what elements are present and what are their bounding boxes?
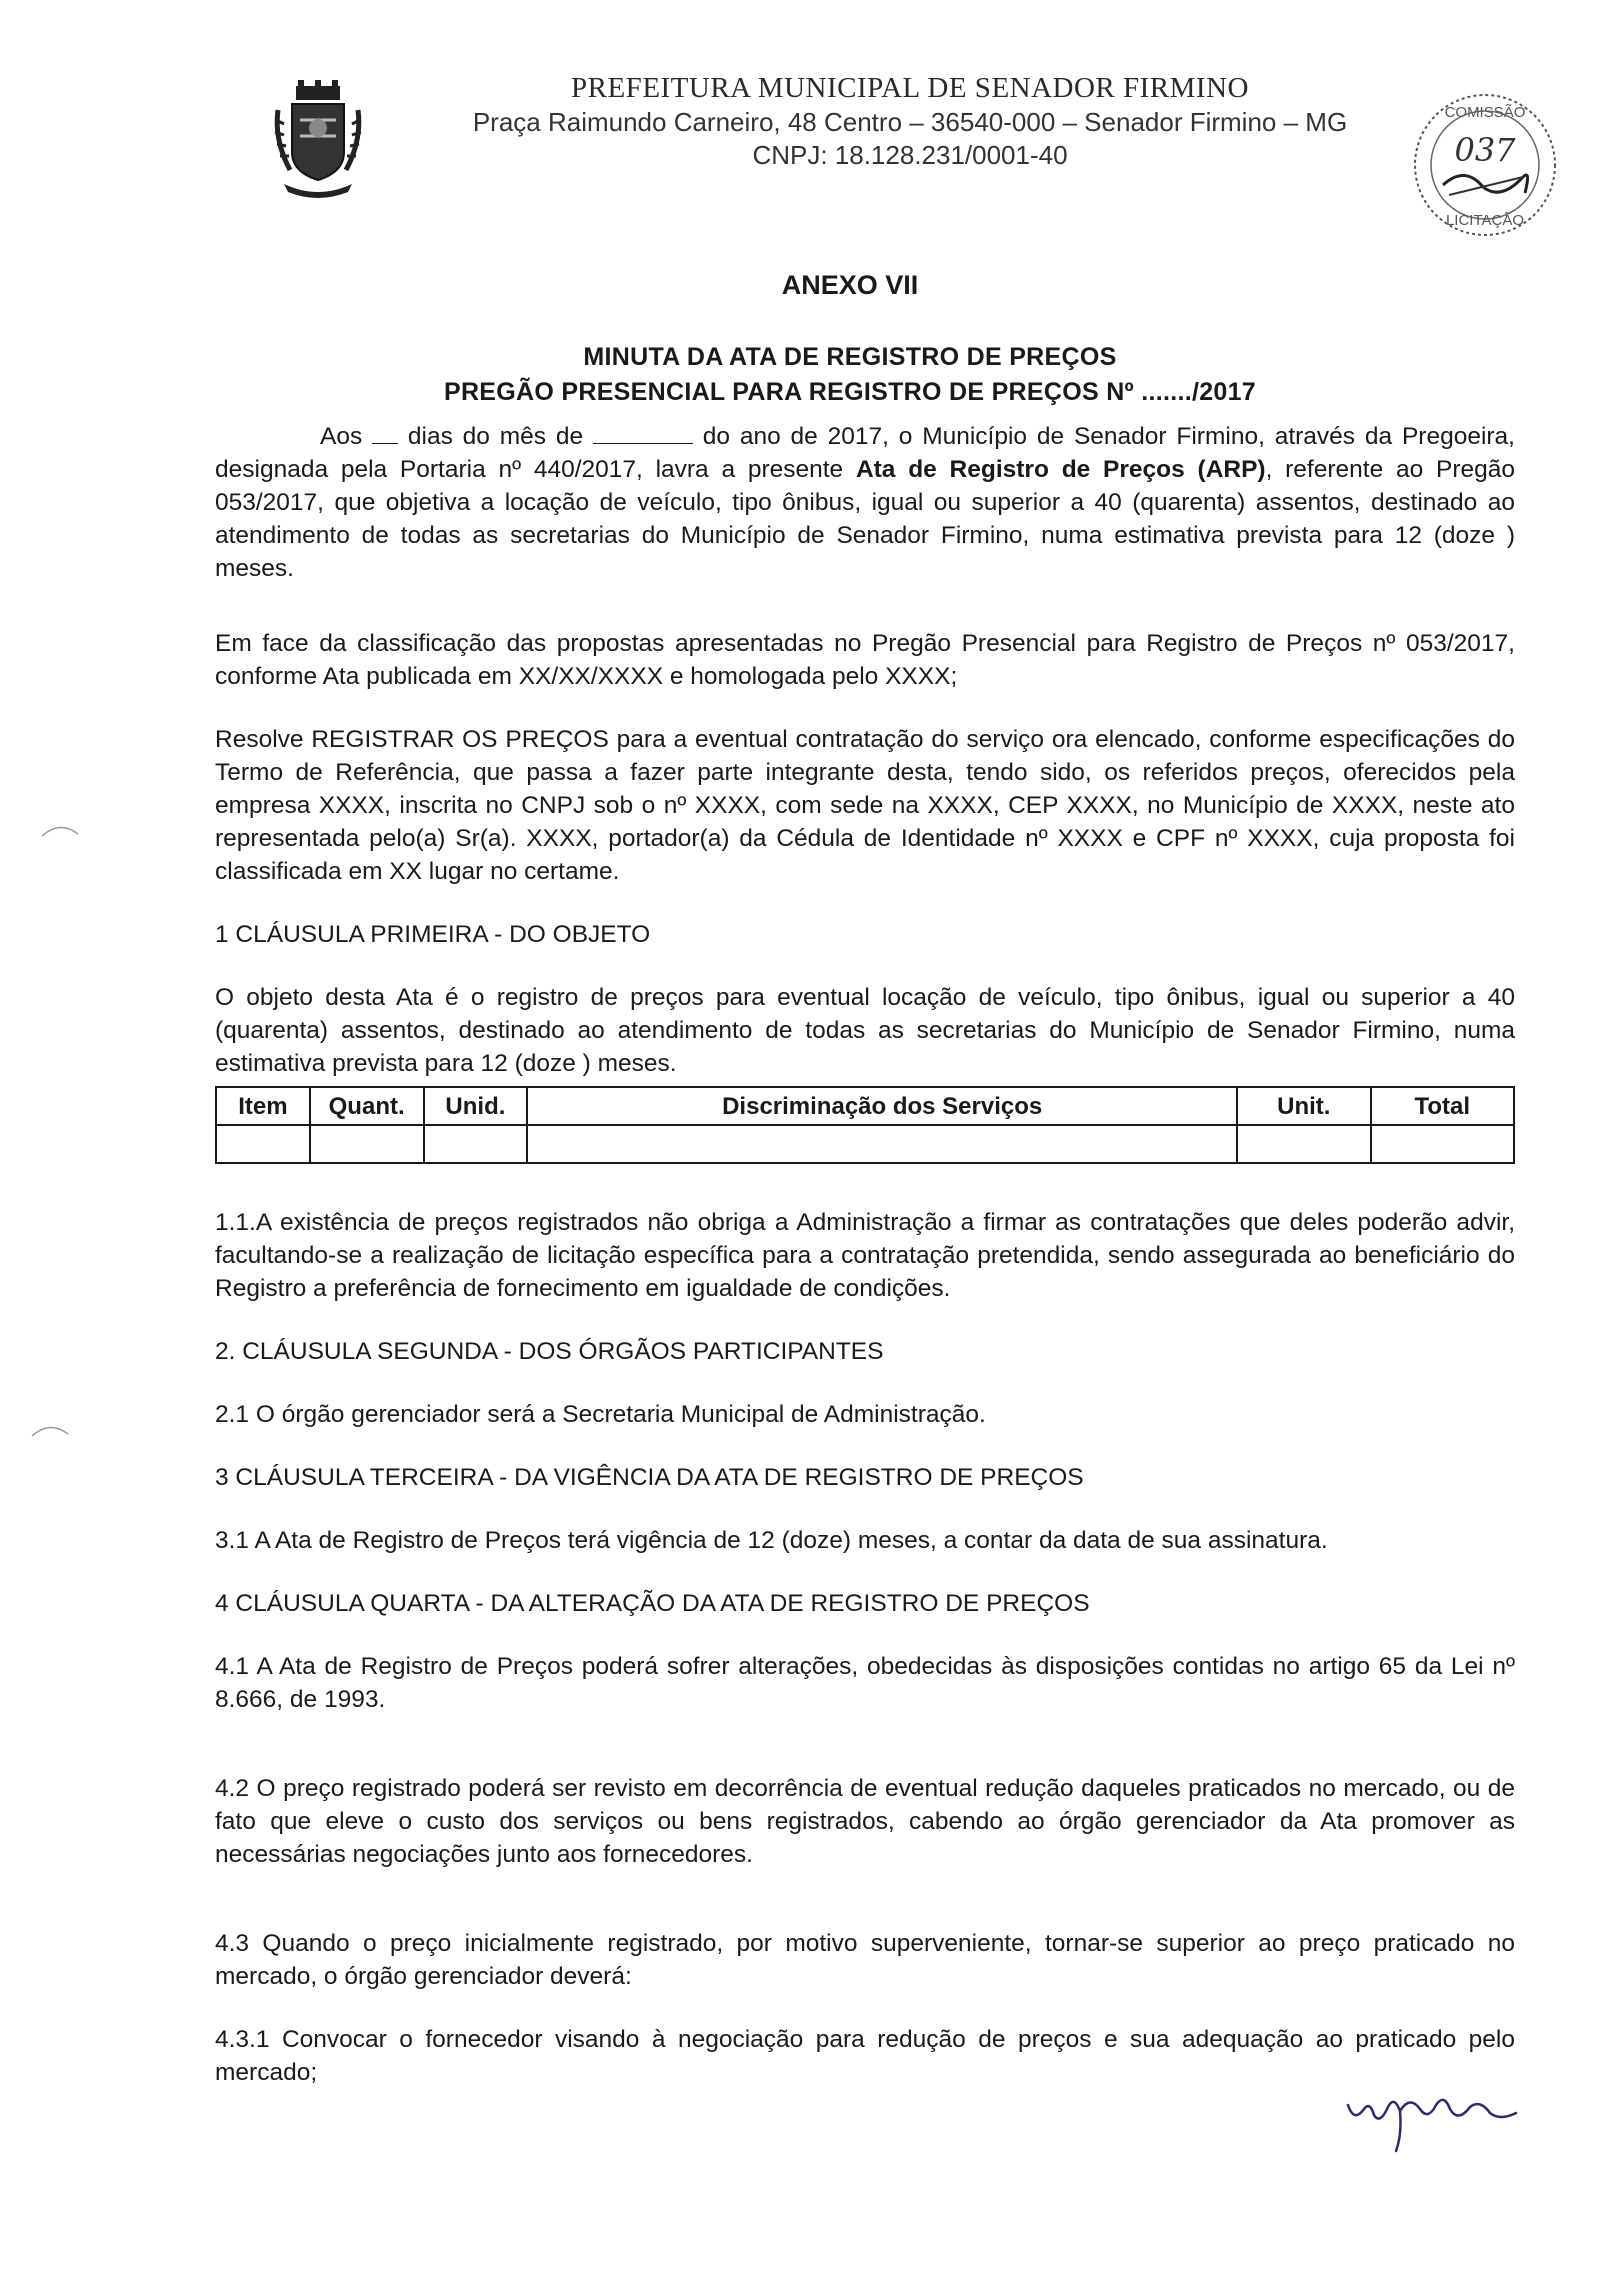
document-body bbox=[215, 420, 1515, 2089]
resolve-paragraph: Resolve REGISTRAR OS PREÇOS para a eventual contratação do serviço ora elencado, conforme especificações do Termo de Referência, que passa a fazer parte integrante desta, tendo sido, os referidos preços, oferecidos pela empresa XXXX, inscrita no CNPJ sob o nº XXXX, com sede na XXXX, CEP XXXX, no Município de XXXX, neste ato representada pelo(a) Sr(a). XXXX, portador(a) da Cédula de Identidade nº XXXX e CPF nº XXXX, cuja proposta foi classificada em XX lugar no certame. bbox=[215, 726, 1515, 885]
clause-1-text: O objeto desta Ata é o registro de preços para eventual locação de veículo, tipo ônibus, igual ou superior a 40 (quarenta) assentos, destinado ao atendimento de todas as secretarias do Município de Senador Firmino, numa estimativa prevista para 12 (doze ) meses. bbox=[215, 984, 1515, 1077]
svg-text:037: 037 bbox=[1454, 131, 1516, 169]
arp-bold-term: Ata de Registro de Preços (ARP) bbox=[855, 456, 1266, 483]
intro-paragraph: Aos dias do mês de do ano de 2017, o Município de Senador Firmino, através da Pregoeira, designada pela Portaria nº 440/2017, lavra a presente Ata de Registro de Preços (ARP), referente ao Pregão 053/2017, que objetiva a locação de veículo, tipo ônibus, igual ou superior a 40 (quarenta) assentos, destinado ao atendimento de todas as secretarias do Município de Senador Firmino, numa estimativa prevista para 12 (doze ) meses. bbox=[215, 423, 1515, 582]
clause-3-title: 3 CLÁUSULA TERCEIRA - DA VIGÊNCIA DA ATA DE REGISTRO DE PREÇOS bbox=[215, 1464, 1084, 1491]
clause-4-2: 4.2 O preço registrado poderá ser revisto em decorrência de eventual redução daqueles praticados no mercado, ou de fato que eleve o custo dos serviços ou bens registrados, cabendo ao órgão gerenciador da Ata promover as necessárias negociações junto aos fornecedores. bbox=[215, 1775, 1515, 1868]
municipality-name: PREFEITURA MUNICIPAL DE SENADOR FIRMINO bbox=[571, 72, 1249, 104]
clause-1-title: 1 CLÁUSULA PRIMEIRA - DO OBJETO bbox=[215, 921, 651, 948]
month-blank bbox=[593, 425, 693, 444]
margin-hole-mark-icon bbox=[30, 1420, 70, 1440]
municipality-cnpj: CNPJ: 18.128.231/0001-40 bbox=[752, 140, 1068, 170]
auction-title: PREGÃO PRESENCIAL PARA REGISTRO DE PREÇOS Nº ......./2017 bbox=[443, 378, 1257, 406]
clause-4-3-1: 4.3.1 Convocar o fornecedor visando à negociação para redução de preços e sua adequação ao praticado pelo mercado; bbox=[215, 2026, 1515, 2086]
clause-2-title: 2. CLÁUSULA SEGUNDA - DOS ÓRGÃOS PARTICIPANTES bbox=[215, 1338, 884, 1365]
table-row bbox=[216, 1125, 1514, 1163]
clause-3-1: 3.1 A Ata de Registro de Preços terá vigência de 12 (doze) meses, a contar da data de sua assinatura. bbox=[215, 1527, 1328, 1554]
table-header-row bbox=[216, 1087, 1514, 1125]
col-quant: Quant. bbox=[310, 1087, 424, 1125]
margin-hole-mark-icon bbox=[40, 820, 80, 840]
classification-paragraph: Em face da classificação das propostas apresentadas no Pregão Presencial para Registro de Preços nº 053/2017, conforme Ata publicada em XX/XX/XXXX e homologada pelo XXXX; bbox=[215, 630, 1515, 690]
svg-text:COMISSÃO: COMISSÃO bbox=[1444, 104, 1526, 121]
clause-1-1: 1.1.A existência de preços registrados não obriga a Administração a firmar as contratações que deles poderão advir, facultando-se a realização de licitação específica para a contratação pretendida, sendo assegurada ao beneficiário do Registro a preferência de fornecimento em igualdade de condições. bbox=[215, 1209, 1515, 1302]
document-header bbox=[0, 0, 1600, 250]
col-total: Total bbox=[1371, 1087, 1514, 1125]
services-table bbox=[215, 1086, 1515, 1164]
clause-4-title: 4 CLÁUSULA QUARTA - DA ALTERAÇÃO DA ATA DE REGISTRO DE PREÇOS bbox=[215, 1590, 1090, 1617]
col-disc: Discriminação dos Serviços bbox=[527, 1087, 1237, 1125]
annex-title: ANEXO VII bbox=[781, 270, 919, 300]
municipality-address: Praça Raimundo Carneiro, 48 Centro – 36540-000 – Senador Firmino – MG bbox=[472, 107, 1348, 137]
svg-text:LICITAÇÃO: LICITAÇÃO bbox=[1445, 212, 1525, 229]
clause-2-1: 2.1 O órgão gerenciador será a Secretaria Municipal de Administração. bbox=[215, 1401, 986, 1428]
minute-title: MINUTA DA ATA DE REGISTRO DE PREÇOS bbox=[583, 343, 1117, 371]
clause-4-1: 4.1 A Ata de Registro de Preços poderá sofrer alterações, obedecidas às disposições contidas no artigo 65 da Lei nº 8.666, de 1993. bbox=[215, 1653, 1515, 1713]
handwritten-signature-icon bbox=[1340, 2075, 1530, 2155]
day-blank bbox=[372, 425, 398, 444]
document-titles bbox=[200, 270, 1500, 407]
commission-stamp-icon bbox=[1405, 65, 1565, 265]
clause-4-3: 4.3 Quando o preço inicialmente registrado, por motivo superveniente, tornar-se superior ao preço praticado no mercado, o órgão gerenciador deverá: bbox=[215, 1930, 1515, 1990]
col-unit: Unit. bbox=[1237, 1087, 1370, 1125]
col-item: Item bbox=[216, 1087, 310, 1125]
municipal-crest-icon bbox=[270, 80, 366, 200]
col-unid: Unid. bbox=[424, 1087, 528, 1125]
